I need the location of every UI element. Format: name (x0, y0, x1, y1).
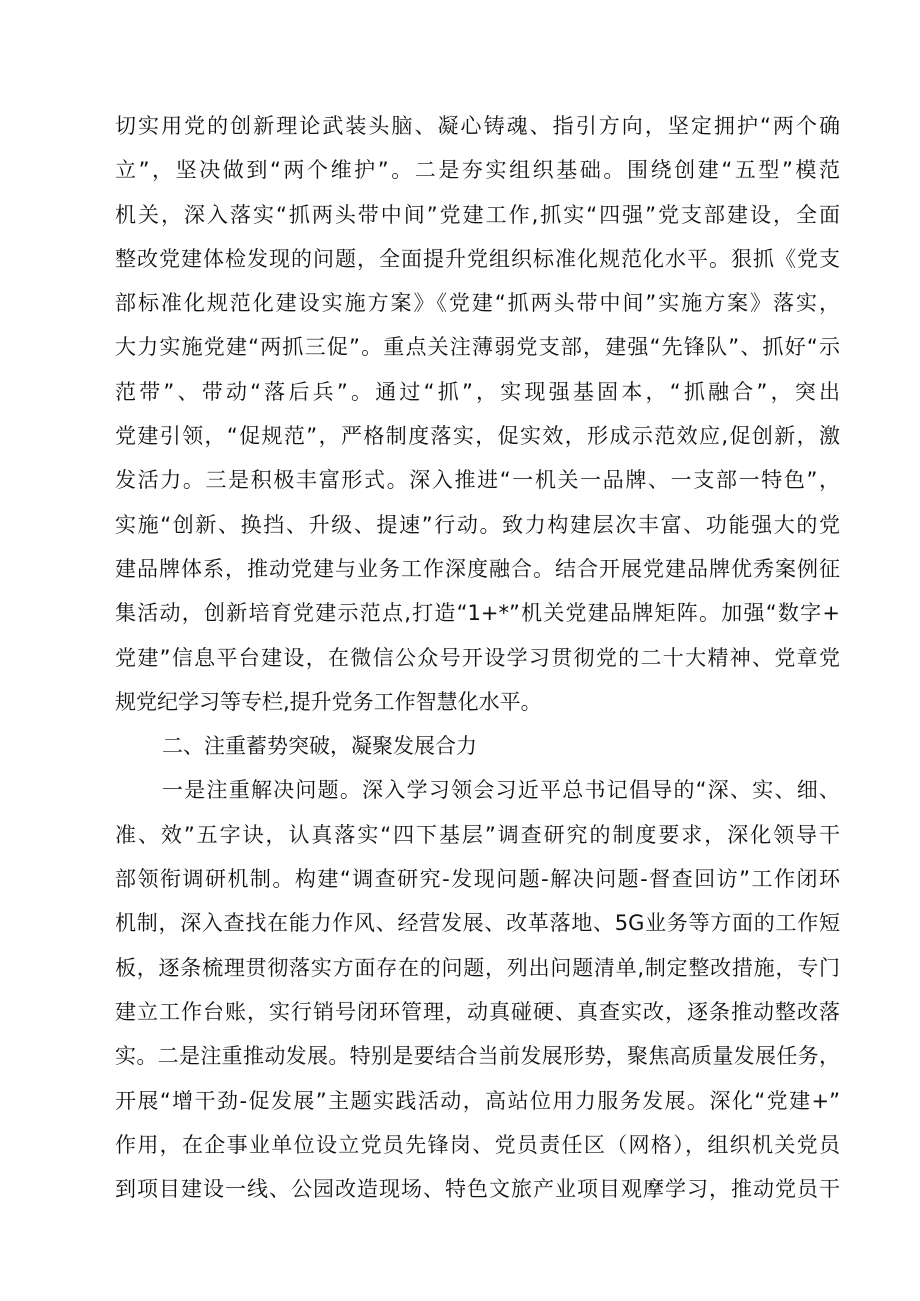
text-line: 大力实施党建“两抓三促”。重点关注薄弱党支部，建强“先锋队”、抓好“示 (115, 335, 840, 360)
text-line: 部领衔调研机制。构建“调查研究-发现问题-解决问题-督查回访”工作闭环 (115, 867, 840, 892)
text-line: 发活力。三是积极丰富形式。深入推进“一机关一品牌、一支部一特色”， (115, 468, 840, 493)
text-line: 机关，深入落实“抓两头带中间”党建工作,抓实“四强”党支部建设，全面 (115, 202, 840, 227)
text-line: 党建引领，“促规范”，严格制度落实，促实效，形成示范效应,促创新，激 (115, 424, 840, 449)
text-line: 切实用党的创新理论武装头脑、凝心铸魂、指引方向，坚定拥护“两个确 (115, 114, 840, 138)
text-line: 规党纪学习等专栏,提升党务工作智慧化水平。 (115, 689, 542, 714)
text-line: 部标准化规范化建设实施方案》《党建“抓两头带中间”实施方案》落实， (115, 291, 840, 316)
text-line: 一是注重解决问题。深入学习领会习近平总书记倡导的“深、实、细、 (162, 778, 840, 803)
text-line: 开展“增干劲-促发展”主题实践活动，高站位用力服务发展。深化“党建+” (115, 1088, 840, 1113)
text-line: 整改党建体检发现的问题，全面提升党组织标准化规范化水平。狠抓《党支 (115, 246, 840, 271)
section-heading: 二、注重蓄势突破，凝聚发展合力 (162, 734, 477, 759)
text-line: 机制，深入查找在能力作风、经营发展、改革落地、5G业务等方面的工作短 (115, 911, 840, 936)
text-line: 作用，在企事业单位设立党员先锋岗、党员责任区（网格），组织机关党员 (115, 1132, 840, 1157)
body-text (115, 104, 840, 1211)
text-line: 准、效”五字诀，认真落实“四下基层”调查研究的制度要求，深化领导干 (115, 822, 840, 847)
text-line: 到项目建设一线、公园改造现场、特色文旅产业项目观摩学习，推动党员干 (115, 1177, 840, 1202)
text-line: 范带”、带动“落后兵”。通过“抓”，实现强基固本，“抓融合”，突出 (115, 379, 840, 404)
text-line: 实。二是注重推动发展。特别是要结合当前发展形势，聚焦高质量发展任务， (115, 1044, 840, 1069)
text-line: 立”，坚决做到“两个维护”。二是夯实组织基础。围绕创建“五型”模范 (115, 158, 840, 183)
text-line: 板，逐条梳理贯彻落实方面存在的问题，列出问题清单,制定整改措施，专门 (115, 955, 840, 980)
text-line: 实施“创新、换挡、升级、提速”行动。致力构建层次丰富、功能强大的党 (115, 512, 840, 537)
text-line: 建品牌体系，推动党建与业务工作深度融合。结合开展党建品牌优秀案例征 (115, 556, 840, 581)
text-line: 党建”信息平台建设，在微信公众号开设学习贯彻党的二十大精神、党章党 (115, 645, 840, 670)
text-line: 集活动，创新培育党建示范点,打造“1+*”机关党建品牌矩阵。加强“数字+ (115, 601, 840, 626)
text-line: 建立工作台账，实行销号闭环管理，动真碰硬、真查实改，逐条推动整改落 (115, 999, 840, 1024)
